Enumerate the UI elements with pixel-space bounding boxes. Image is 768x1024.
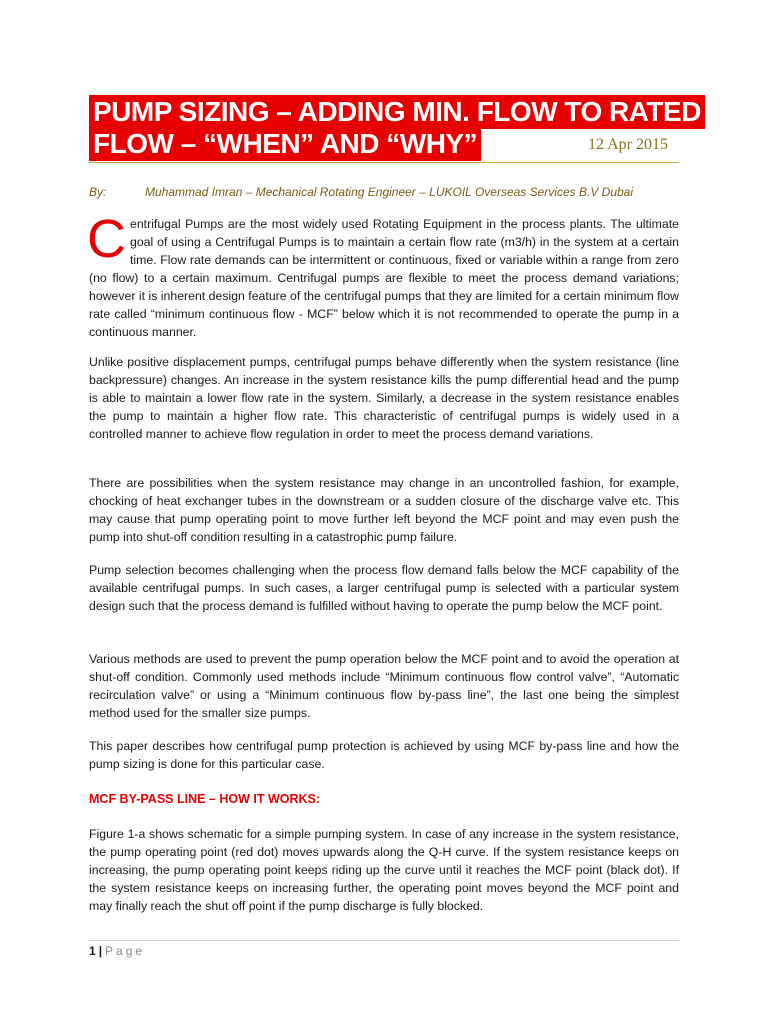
document-title-line-1: PUMP SIZING – ADDING MIN. FLOW TO RATED: [89, 95, 705, 129]
paragraph-pump-selection: Pump selection becomes challenging when the process flow demand falls below the MCF capability of the available centrifugal pumps. In such cases, a larger centrifugal pump is selected with a particular system design such that the process demand is fulfilled without having to operate the pump below the MCF point.: [89, 563, 679, 613]
document-date: 12 Apr 2015: [588, 136, 668, 153]
byline-text: Muhammad Imran – Mechanical Rotating Engineer – LUKOIL Overseas Services B.V Dubai: [145, 185, 634, 199]
paragraph-figure-description: Figure 1-a shows schematic for a simple pumping system. In case of any increase in the system resistance, the pump operating point (red dot) moves upwards along the Q-H curve. If the system resistance keeps on increasing, the pump operating point keeps riding up the curve until it reaches the MCF point (black dot). If the system resistance keeps on increasing further, the operating point moves beyond the MCF point and may finally reach the shut off point if the pump discharge is fully blocked.: [89, 827, 679, 913]
footer-divider: [89, 940, 679, 941]
drop-cap: C: [87, 209, 126, 269]
paragraph-system-resistance: Unlike positive displacement pumps, centrifugal pumps behave differently when the system resistance (line backpressure) changes. An increase in the system resistance kills the pump differential head and the pump is able to maintain a lower flow rate in the system. Similarly, a decrease in the system resistance enables the pump to maintain a higher flow rate. This characteristic of centrifugal pumps is widely used in a controlled manner to achieve flow regulation in order to meet the process demand variations.: [89, 355, 679, 441]
page-footer: [89, 944, 145, 958]
paragraph-uncontrolled-change: There are possibilities when the system resistance may change in an uncontrolled fashion, for example, chocking of heat exchanger tubes in the downstream or a sudden closure of the discharge valve etc. This may cause that pump operating point to move further left beyond the MCF point and may even push the pump into shut-off condition resulting in a catastrophic pump failure.: [89, 476, 679, 544]
section-heading-mcf-bypass: MCF BY-PASS LINE – HOW IT WORKS:: [89, 792, 321, 806]
paragraph-paper-scope: This paper describes how centrifugal pump protection is achieved by using MCF by-pass line and how the pump sizing is done for this particular case.: [89, 739, 679, 771]
title-divider: [89, 162, 679, 163]
paragraph-intro: [87, 209, 679, 341]
byline-label: By:: [89, 185, 107, 199]
paragraph-protection-methods: Various methods are used to prevent the pump operation below the MCF point and to avoid the operation at shut-off condition. Commonly used methods include “Minimum continuous flow control valve”, “Automatic recirculation valve” or using a “Minimum continuous flow by-pass line”, the last one being the simplest method used for the smaller size pumps.: [89, 652, 679, 720]
page-number: 1: [89, 944, 96, 958]
page-label: Page: [105, 944, 146, 958]
author-byline: [89, 185, 689, 199]
document-title-line-2: FLOW – “WHEN” AND “WHY”: [89, 127, 481, 161]
paragraph-intro-text: entrifugal Pumps are the most widely used Rotating Equipment in the process plants. The ultimate goal of using a Centrifugal Pumps is to maintain a certain flow rate (m3/h) in the system at a certain time. Flow rate demands can be intermittent or continuous, fixed or variable within a range from zero (no flow) to a certain maximum. Centrifugal pumps are flexible to meet the process demand variations; however it is inherent design feature of the centrifugal pumps that they are limited for a certain minimum flow rate called “minimum continuous flow - MCF” below which it is not recommended to operate the pump in a continuous manner.: [89, 217, 679, 339]
footer-separator: |: [98, 944, 103, 958]
